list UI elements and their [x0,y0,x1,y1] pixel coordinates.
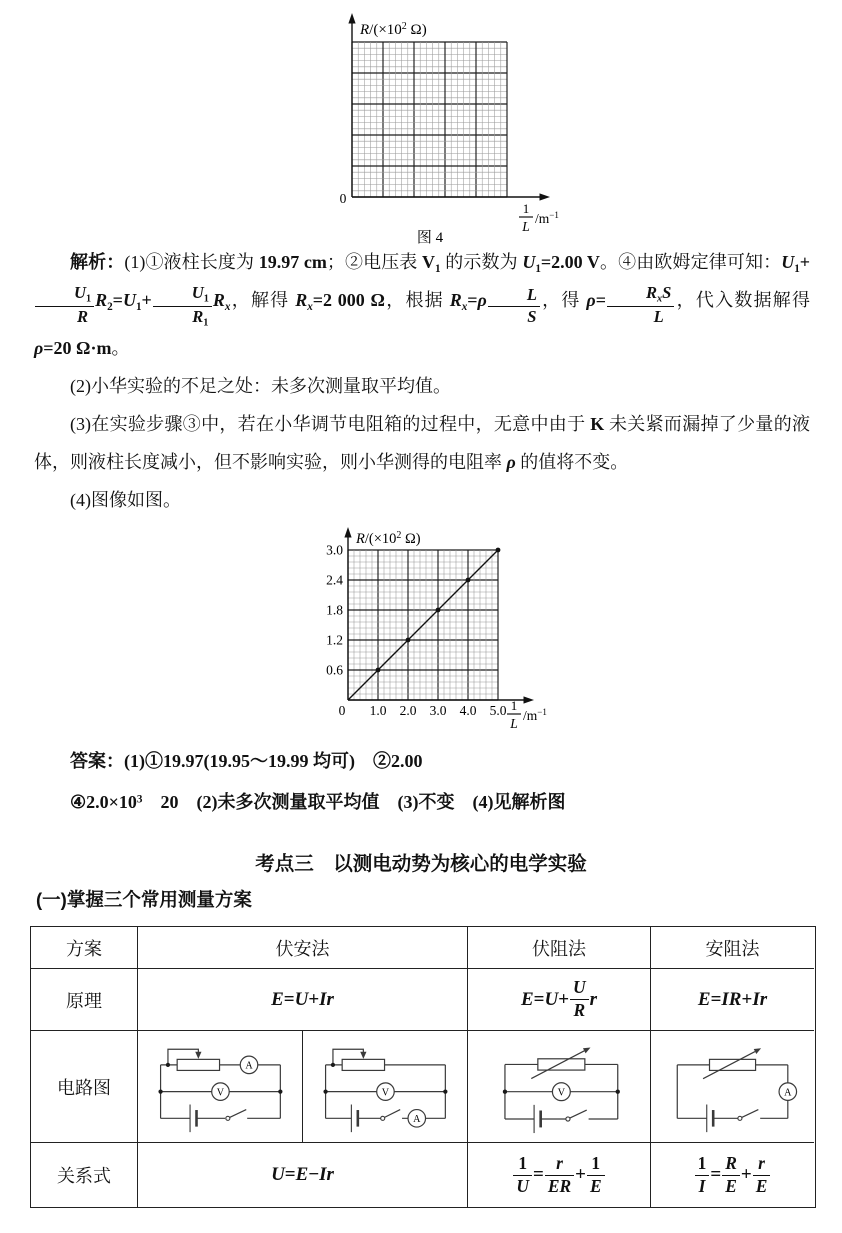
x-axis-arrow-icon [524,696,535,703]
fraction [695,1154,710,1196]
text-run: 1 [697,1152,707,1173]
row-label-circuit: 电路图 [31,1031,138,1143]
switch-icon [226,1116,230,1120]
circuit-voltmeter-rheostat [479,1040,639,1134]
text-run: 的值将不变。 [515,452,629,473]
text-run: ，代入数据解得 [675,290,811,311]
text-run: L [653,306,664,326]
junction-dot [166,1062,170,1066]
text-run: U [191,282,204,302]
variable-resistor-icon [709,1059,755,1070]
junction-dot [278,1089,282,1093]
text-run: R [212,290,225,311]
text-run: 答案： [70,751,124,771]
text-run: E [520,988,534,1010]
fraction [607,284,674,327]
text-run: x [224,301,231,314]
text-run: E [697,988,711,1010]
table-header-voltammeter-method: 伏安法 [138,927,468,969]
text-run: 1 [85,293,92,305]
circuit-ammeter-rheostat [657,1040,809,1134]
text-run: r [556,1152,563,1173]
junction-dot [331,1062,335,1066]
arrow-head-icon [583,1047,591,1053]
svg-text:4.0: 4.0 [459,703,477,718]
table-header-volt-resistance-method: 伏阻法 [468,927,651,969]
rheostat-icon [342,1059,384,1070]
fraction [545,1154,574,1196]
text-run: + [141,290,152,311]
data-point [436,608,441,613]
text-run: + [741,988,753,1010]
solution-section [34,243,810,519]
text-run: 2 [107,301,113,314]
text-run: = [283,988,295,1010]
text-run: U [271,1164,285,1185]
svg-text:1: 1 [522,201,530,216]
svg-text:3.0: 3.0 [326,542,343,558]
section-subheading: (一)掌握三个常用测量方案 [36,889,252,910]
text-run: U [544,988,559,1010]
svg-text:L: L [510,716,518,731]
svg-text:2.0: 2.0 [399,703,417,718]
text-run: ρ [477,290,487,311]
text-run: =20 Ω·m [43,337,112,358]
text-run: = [284,1164,296,1185]
text-run: E [725,1175,737,1196]
text-run: 3 [136,793,143,806]
text-run: ，解得 [230,290,296,311]
row-label-principle: 原理 [31,969,138,1031]
text-run: = [533,988,545,1010]
text-run: = [595,290,606,311]
section-heading: 考点三 以测电动势为核心的电学实验 [255,853,587,875]
solution-paragraph-1 [34,243,810,367]
principle-vr-formula [468,969,651,1031]
fraction [570,978,589,1020]
text-run: R [645,282,658,302]
x-axis-label [519,201,559,234]
text-run: 1 [203,317,209,329]
text-run: 19.97 cm [258,252,327,272]
y-axis-arrow-icon [344,527,351,538]
text-run: U [522,252,536,272]
text-run: + [575,1164,586,1185]
svg-text:V: V [216,1086,225,1098]
text-run: R [295,290,308,311]
text-run: U [122,290,136,311]
text-run: Ir [319,988,334,1010]
fraction [153,284,212,329]
text-run: + [740,1164,752,1185]
data-point [376,668,381,673]
origin-label: 0 [339,191,347,206]
x-axis-label [507,698,547,731]
svg-text:/m−1: $/m^{-1}$ [523,707,547,723]
text-run: Ir [752,988,768,1010]
tap-arrow-icon [195,1051,201,1058]
svg-text:5.0: 5.0 [489,703,507,718]
svg-text:V: V [557,1086,566,1098]
junction-dot [616,1089,620,1093]
junction-dot [323,1089,327,1093]
text-run: 1 [794,262,800,275]
text-run: E [271,988,284,1010]
junction-dot [443,1089,447,1093]
text-run: ；②电压表 [326,252,423,272]
text-run: 20 (2)未多次测量取平均值 (3)不变 (4)见解析图 [142,792,566,813]
text-run: (1)①19.97(19.95～19.99 均可) ②2.00 [124,751,423,771]
svg-text:0.6: 0.6 [326,662,343,678]
circuit-cell-va [138,1031,468,1143]
text-run: S [527,306,537,326]
text-run: + [799,252,811,272]
switch-blade [385,1109,401,1117]
data-point [406,638,411,643]
relation-ar-formula [651,1143,814,1207]
text-run: R [192,306,204,326]
svg-text:1: 1 [510,698,518,713]
text-run: ER [547,1175,572,1196]
fraction [722,1154,740,1196]
text-run: R [573,1000,586,1020]
variable-resistor-icon [538,1058,585,1069]
text-run: U [294,988,309,1010]
svg-text:V: V [381,1086,390,1098]
answer-line-2 [34,782,810,823]
fraction [35,284,94,327]
x-tick-labels [339,703,507,718]
text-run: + [558,988,570,1010]
relation-va-formula [138,1143,468,1207]
text-run: x [657,293,663,305]
text-run: ，根据 [384,290,450,311]
switch-blade [741,1109,758,1117]
text-run: U [516,1175,529,1196]
text-run: 。④由欧姆定律可知： [599,252,782,272]
switch-blade [570,1110,587,1118]
text-run: 1 [591,1152,601,1173]
svg-text:A: A [783,1086,791,1098]
data-point [496,548,501,553]
text-run: =2.00 V [540,252,600,272]
circuit-va-2-wrap [303,1031,467,1142]
row-label-relation: 关系式 [31,1143,138,1207]
svg-text:2.4: 2.4 [326,572,343,588]
circuit-cell-vr [468,1031,651,1143]
table-header-scheme: 方案 [31,927,138,969]
text-run: = [112,290,123,311]
text-run: 1 [518,1152,528,1173]
text-run: 的示数为 [440,252,523,272]
text-run: =2 000 Ω [312,290,385,311]
circuit-cell-ar [651,1031,814,1143]
text-run: = [533,1164,544,1185]
fraction [488,286,540,326]
text-run: (2)小华实验的不足之处：未多次测量取平均值。 [70,375,451,396]
svg-text:0: 0 [338,703,346,718]
circuit-va-ammeter-top [144,1040,296,1134]
y-axis-label: $R/(\times 10^2$ Ω) [360,21,427,38]
text-run: ρ [506,452,516,473]
text-run: R [77,306,89,326]
text-run: (3)在实验步骤③中，若在小华调节电阻箱的过程中，无意中由于 [70,413,591,434]
junction-dot [503,1089,507,1093]
text-run: 1 [535,262,541,275]
text-run: L [526,285,537,305]
text-run: 未关紧而漏掉了少量的液体，则液柱长度减小，但不影响实验，则小华测得的电阻率 [34,413,810,473]
switch-icon [566,1116,570,1120]
data-point [466,578,471,583]
relation-vr-formula [468,1143,651,1207]
y-axis-arrow-icon [348,13,355,24]
answer-line-1 [34,741,810,782]
svg-text:/m−1: $/m^{-1}$ [535,210,559,226]
text-run: 解析： [70,252,125,272]
text-run: = [467,290,478,311]
svg-text:A: A [245,1060,253,1072]
text-run: S [662,282,672,302]
text-run: Ir [319,1164,334,1185]
text-run: = [710,988,722,1010]
text-run: K [590,413,605,434]
svg-text:1.2: 1.2 [326,632,343,648]
junction-dot [158,1089,162,1093]
text-run: ④2.0×10 [70,792,137,813]
svg-text:1.8: 1.8 [326,602,343,618]
arrow-head-icon [753,1048,760,1054]
text-run: R [725,1152,737,1173]
text-run: U [74,282,86,302]
svg-text:A: A [413,1113,421,1125]
fraction [587,1154,605,1196]
principle-ar-formula [651,969,814,1031]
text-run: E [589,1175,602,1196]
text-run: (4)图像如图。 [70,490,181,511]
text-run: E [755,1175,768,1196]
answer-chart [310,524,550,736]
circuit-va-ammeter-bottom [309,1040,461,1134]
table-header-ampere-resistance-method: 安阻法 [651,927,814,969]
svg-text:3.0: 3.0 [429,703,447,718]
text-run: x [307,301,313,314]
switch-icon [737,1116,741,1120]
solution-paragraph-2 [34,367,810,405]
text-run: = [710,1164,722,1185]
text-run: I [698,1175,706,1196]
rheostat-icon [177,1059,219,1070]
principle-va-formula [138,969,468,1031]
text-run: ρ [586,290,596,311]
y-tick-labels [326,543,343,678]
x-axis-arrow-icon [540,193,551,200]
text-run: ρ [34,337,44,358]
grid [352,42,507,197]
text-run: 。 [111,337,130,358]
text-run: 1 [135,301,142,314]
data-series [348,548,500,700]
switch-icon [381,1116,385,1120]
text-run: (1)①液柱长度为 [124,252,259,272]
text-run: 1 [435,262,441,275]
text-run: R [449,290,462,311]
svg-text:L: L [522,219,530,234]
solution-paragraph-4 [34,481,810,519]
y-axis-label: $R/(\times 10^2$ Ω) [356,530,421,547]
svg-text:1.0: 1.0 [369,703,387,718]
text-run: U [573,977,586,998]
text-run: R [95,290,108,311]
text-run: − [308,1164,320,1185]
answer-section [34,741,810,823]
text-run: r [758,1152,765,1173]
tap-arrow-icon [360,1051,366,1058]
measurement-schemes-table [30,926,816,1208]
text-run: ，得 [540,290,587,311]
solution-paragraph-3 [34,405,810,481]
text-run: V [422,252,436,272]
text-run: r [589,988,598,1010]
text-run: IR [721,988,742,1010]
text-run: + [308,988,320,1010]
figure-caption: 图 4 [416,230,444,244]
text-run: 1 [203,293,209,305]
fraction [513,1154,532,1196]
figure4-chart [330,6,565,244]
switch-blade [230,1109,247,1117]
text-run: U [781,252,795,272]
circuit-va-1-wrap [138,1031,303,1142]
text-run: E [295,1164,309,1185]
fraction [753,1154,771,1196]
data-line [348,550,498,700]
text-run: x [461,301,468,314]
